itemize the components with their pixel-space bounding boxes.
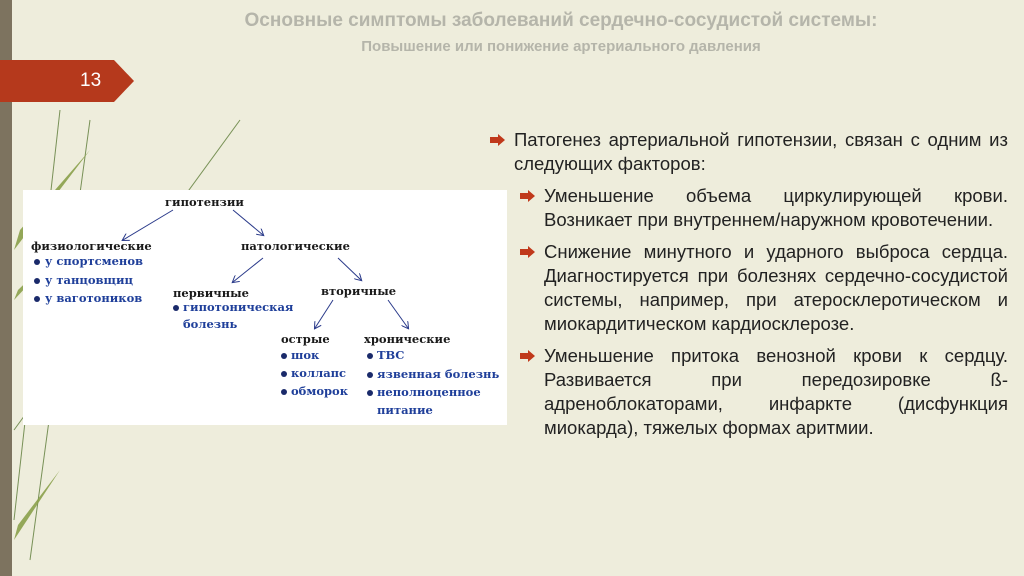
- arrow-bullet-icon: [520, 190, 536, 202]
- intro-text: Патогенез артериальной гипотензии, связан с одним из следующих факторов:: [514, 129, 1008, 174]
- main-text: [488, 128, 1008, 440]
- chronic-label: хронические: [364, 332, 451, 346]
- bullet: [34, 278, 40, 284]
- physiological-label: физиологические: [31, 239, 152, 253]
- bullet: [34, 259, 40, 265]
- bullet: [367, 372, 373, 378]
- primary-item: болезнь: [183, 317, 238, 331]
- physiological-item: у танцовщиц: [45, 273, 133, 287]
- arrow-bullet-icon: [490, 134, 506, 146]
- hypotension-diagram: [23, 190, 507, 425]
- slide-number: 13: [80, 70, 102, 91]
- page-subtitle: Повышение или понижение артериального давления: [361, 38, 761, 55]
- factor-text: Уменьшение притока венозной крови к сердцу. Развивается при передозировке ß-адреноблокаторами, инфаркте (дисфункция миокарда), тяжелых формах аритмии.: [544, 345, 1008, 438]
- bullet: [367, 390, 373, 396]
- factor-text: Уменьшение объема циркулирующей крови. Возникает при внутреннем/наружном кровотечении.: [544, 185, 1008, 230]
- slide-number-badge: [0, 60, 134, 102]
- acute-item: обморок: [291, 384, 349, 398]
- factor-item: [518, 184, 1008, 232]
- physiological-item: у спортсменов: [45, 254, 144, 268]
- factor-item: [518, 344, 1008, 440]
- factor-item: [518, 240, 1008, 336]
- bullet: [281, 353, 287, 359]
- chronic-item: язвенная болезнь: [377, 367, 500, 381]
- primary-item: гипотоническая: [183, 300, 294, 314]
- intro-item: [488, 128, 1008, 176]
- primary-label: первичные: [173, 286, 249, 300]
- arrow-bullet-icon: [520, 246, 536, 258]
- chronic-item: ТВС: [377, 348, 405, 362]
- bullet: [281, 389, 287, 395]
- pathological-label: патологические: [241, 239, 350, 253]
- page-title: Основные симптомы заболеваний сердечно-сосудистой системы:: [244, 10, 878, 31]
- chronic-item: неполноценное: [377, 385, 481, 399]
- bullet: [34, 296, 40, 302]
- factor-text: Снижение минутного и ударного выброса сердца. Диагностируется при болезнях сердечно-сосудистой системы, например, при атеросклеротическом и миокардитическом кардиосклерозе.: [544, 241, 1008, 334]
- diagram-root: гипотензии: [165, 195, 244, 209]
- secondary-label: вторичные: [321, 284, 397, 298]
- arrow-bullet-icon: [520, 350, 536, 362]
- acute-label: острые: [281, 332, 330, 346]
- chronic-item: питание: [377, 403, 433, 417]
- bullet: [173, 305, 179, 311]
- physiological-item: у ваготоников: [45, 291, 143, 305]
- bullet: [367, 353, 373, 359]
- acute-item: коллапс: [291, 366, 347, 380]
- bullet: [281, 371, 287, 377]
- acute-item: шок: [291, 348, 320, 362]
